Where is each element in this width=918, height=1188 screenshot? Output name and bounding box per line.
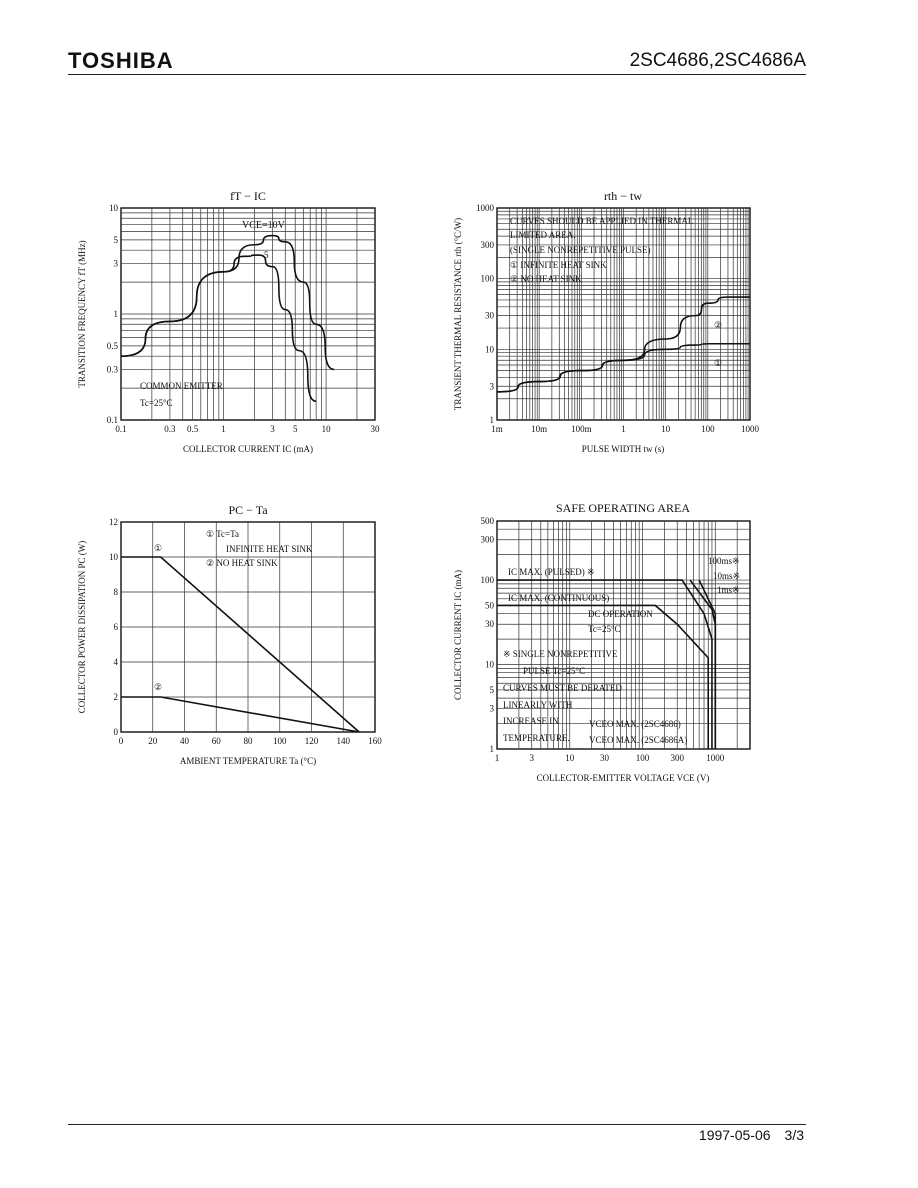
series-line — [121, 697, 359, 732]
x-tick-label: 30 — [370, 424, 380, 434]
x-tick-label: 10 — [565, 753, 575, 763]
y-tick-label: 10 — [109, 552, 118, 562]
x-tick-label: 10 — [321, 424, 331, 434]
y-tick-label: 300 — [480, 239, 494, 250]
chart-annotation: Tc=25°C — [140, 398, 173, 408]
x-tick-label: 1 — [221, 424, 226, 434]
y-axis-label: TRANSITION FREQUENCY fT (MHz) — [77, 240, 87, 388]
y-tick-label: 100 — [480, 273, 494, 284]
series-line — [121, 236, 334, 370]
y-tick-label: 3 — [489, 703, 494, 714]
y-tick-label: 10 — [109, 203, 118, 213]
chart-annotation: ② NO HEAT SINK — [510, 274, 582, 284]
y-tick-label: 5 — [489, 684, 494, 695]
x-tick-label: 1000 — [706, 753, 725, 763]
chart-annotation: CURVES MUST BE DERATED — [503, 683, 622, 693]
y-tick-label: 10 — [485, 344, 494, 355]
x-tick-label: 5 — [292, 424, 298, 434]
x-tick-label: 30 — [599, 753, 609, 763]
chart-annotation: COMMON EMITTER — [140, 381, 223, 391]
y-axis-label: TRANSIENT THERMAL RESISTANCE rth (°C/W) — [453, 217, 463, 411]
x-tick-label: 100 — [273, 736, 287, 746]
y-tick-label: 4 — [113, 657, 118, 667]
y-tick-label: 30 — [485, 619, 494, 630]
y-tick-label: 0.1 — [106, 415, 118, 425]
x-axis-label: AMBIENT TEMPERATURE Ta (°C) — [179, 756, 317, 766]
y-tick-label: 10 — [485, 659, 494, 670]
x-tick-label: 0 — [118, 736, 124, 746]
y-tick-label: 50 — [485, 600, 494, 611]
chart-annotation: ② — [154, 682, 163, 692]
y-tick-label: 30 — [485, 310, 494, 321]
chart-annotation: ① Tc=Ta — [206, 529, 239, 539]
x-tick-label: 100m — [571, 424, 592, 434]
chart-annotation: INCREASE IN — [503, 716, 559, 726]
chart-title: rth − tw — [603, 189, 643, 203]
x-tick-label: 0.3 — [164, 424, 176, 434]
chart-annotation: ① — [154, 543, 163, 553]
chart-title: fT − IC — [230, 189, 266, 203]
chart-annotation: IC MAX. (CONTINUOUS) — [508, 593, 610, 603]
x-tick-label: 100 — [701, 424, 715, 434]
chart-annotation: ② — [714, 320, 723, 330]
x-axis-label: COLLECTOR-EMITTER VOLTAGE VCE (V) — [536, 773, 710, 783]
chart-annotation: ① — [714, 358, 723, 368]
footer-date: 1997-05-06 — [698, 1127, 771, 1143]
chart-annotation: (SINGLE NONREPETITIVE PULSE) — [510, 245, 651, 255]
chart-annotation: IC MAX. (PULSED) ※ — [508, 567, 595, 577]
chart-title: SAFE OPERATING AREA — [555, 501, 691, 515]
y-tick-label: 1 — [489, 415, 494, 425]
y-tick-label: 300 — [480, 534, 494, 545]
chart-annotation: VCE=10V — [242, 220, 285, 231]
chart-annotation: ① INFINITE HEAT SINK — [510, 260, 607, 270]
chart-annotation: VCEO MAX. (2SC4686) — [589, 719, 681, 729]
part-number: 2SC4686,2SC4686A — [629, 50, 806, 71]
x-axis-label: COLLECTOR CURRENT IC (mA) — [183, 444, 313, 454]
y-tick-label: 2 — [113, 692, 118, 702]
series-line — [121, 557, 359, 732]
chart-annotation: 1ms※ — [717, 585, 740, 595]
y-tick-label: 1 — [489, 744, 494, 754]
x-tick-label: 40 — [180, 736, 189, 746]
chart-annotation: LINEARLY WITH — [503, 700, 573, 710]
x-tick-label: 3 — [529, 753, 534, 763]
y-tick-label: 3 — [489, 381, 494, 392]
chart-annotation: Tc=25°C — [588, 624, 621, 634]
x-tick-label: 20 — [148, 736, 158, 746]
y-tick-label: 0.3 — [106, 364, 118, 375]
y-tick-label: 12 — [109, 517, 118, 527]
x-tick-label: 1 — [621, 424, 626, 434]
chart-annotation: LIMITED AREA. — [510, 230, 576, 240]
chart-annotation: INFINITE HEAT SINK — [226, 544, 313, 554]
y-tick-label: 1 — [113, 309, 118, 319]
y-tick-label: 3 — [113, 258, 118, 269]
x-tick-label: 160 — [368, 736, 382, 746]
x-tick-label: 80 — [243, 736, 253, 746]
chart-annotation: DC OPERATION — [588, 609, 653, 619]
footer-page: 3/3 — [784, 1127, 804, 1143]
brand-logo: TOSHIBA — [68, 48, 174, 73]
x-tick-label: 100 — [635, 753, 650, 763]
chart-annotation: CURVES SHOULD BE APPLIED IN THERMAL — [510, 216, 694, 226]
x-tick-label: 1 — [494, 753, 500, 763]
x-tick-label: 1m — [491, 424, 503, 434]
y-tick-label: 5 — [113, 234, 118, 245]
x-tick-label: 10m — [531, 424, 548, 434]
chart-annotation: 100ms※ — [708, 556, 740, 566]
chart-annotation: ※ SINGLE NONREPETITIVE — [503, 649, 618, 659]
y-tick-label: 100 — [480, 575, 494, 586]
y-tick-label: 1000 — [476, 203, 494, 213]
chart-annotation: PULSE Tc=25°C — [523, 666, 586, 676]
x-tick-label: 10 — [661, 424, 671, 434]
y-axis-label: COLLECTOR CURRENT IC (mA) — [453, 570, 463, 700]
y-tick-label: 0.5 — [106, 340, 118, 351]
y-tick-label: 500 — [480, 516, 494, 526]
y-tick-label: 0 — [113, 727, 118, 737]
x-tick-label: 3 — [270, 424, 275, 434]
chart-annotation: VCEO MAX. (2SC4686A) — [589, 735, 688, 745]
y-tick-label: 6 — [113, 622, 118, 632]
x-tick-label: 0.5 — [187, 424, 199, 434]
y-tick-label: 8 — [113, 587, 118, 597]
chart-annotation: ② NO HEAT SINK — [206, 558, 278, 568]
x-axis-label: PULSE WIDTH tw (s) — [581, 444, 665, 454]
x-tick-label: 60 — [211, 736, 221, 746]
chart-annotation: 5 — [264, 250, 269, 260]
x-tick-label: 1000 — [741, 424, 759, 434]
chart-annotation: TEMPERATURE. — [503, 733, 570, 743]
x-tick-label: 300 — [670, 753, 684, 763]
chart-title: PC − Ta — [228, 503, 268, 517]
chart-annotation: 10ms※ — [713, 571, 741, 581]
y-axis-label: COLLECTOR POWER DISSIPATION PC (W) — [77, 540, 87, 714]
x-tick-label: 0.1 — [115, 424, 127, 434]
x-tick-label: 120 — [304, 736, 319, 746]
x-tick-label: 140 — [336, 736, 350, 746]
